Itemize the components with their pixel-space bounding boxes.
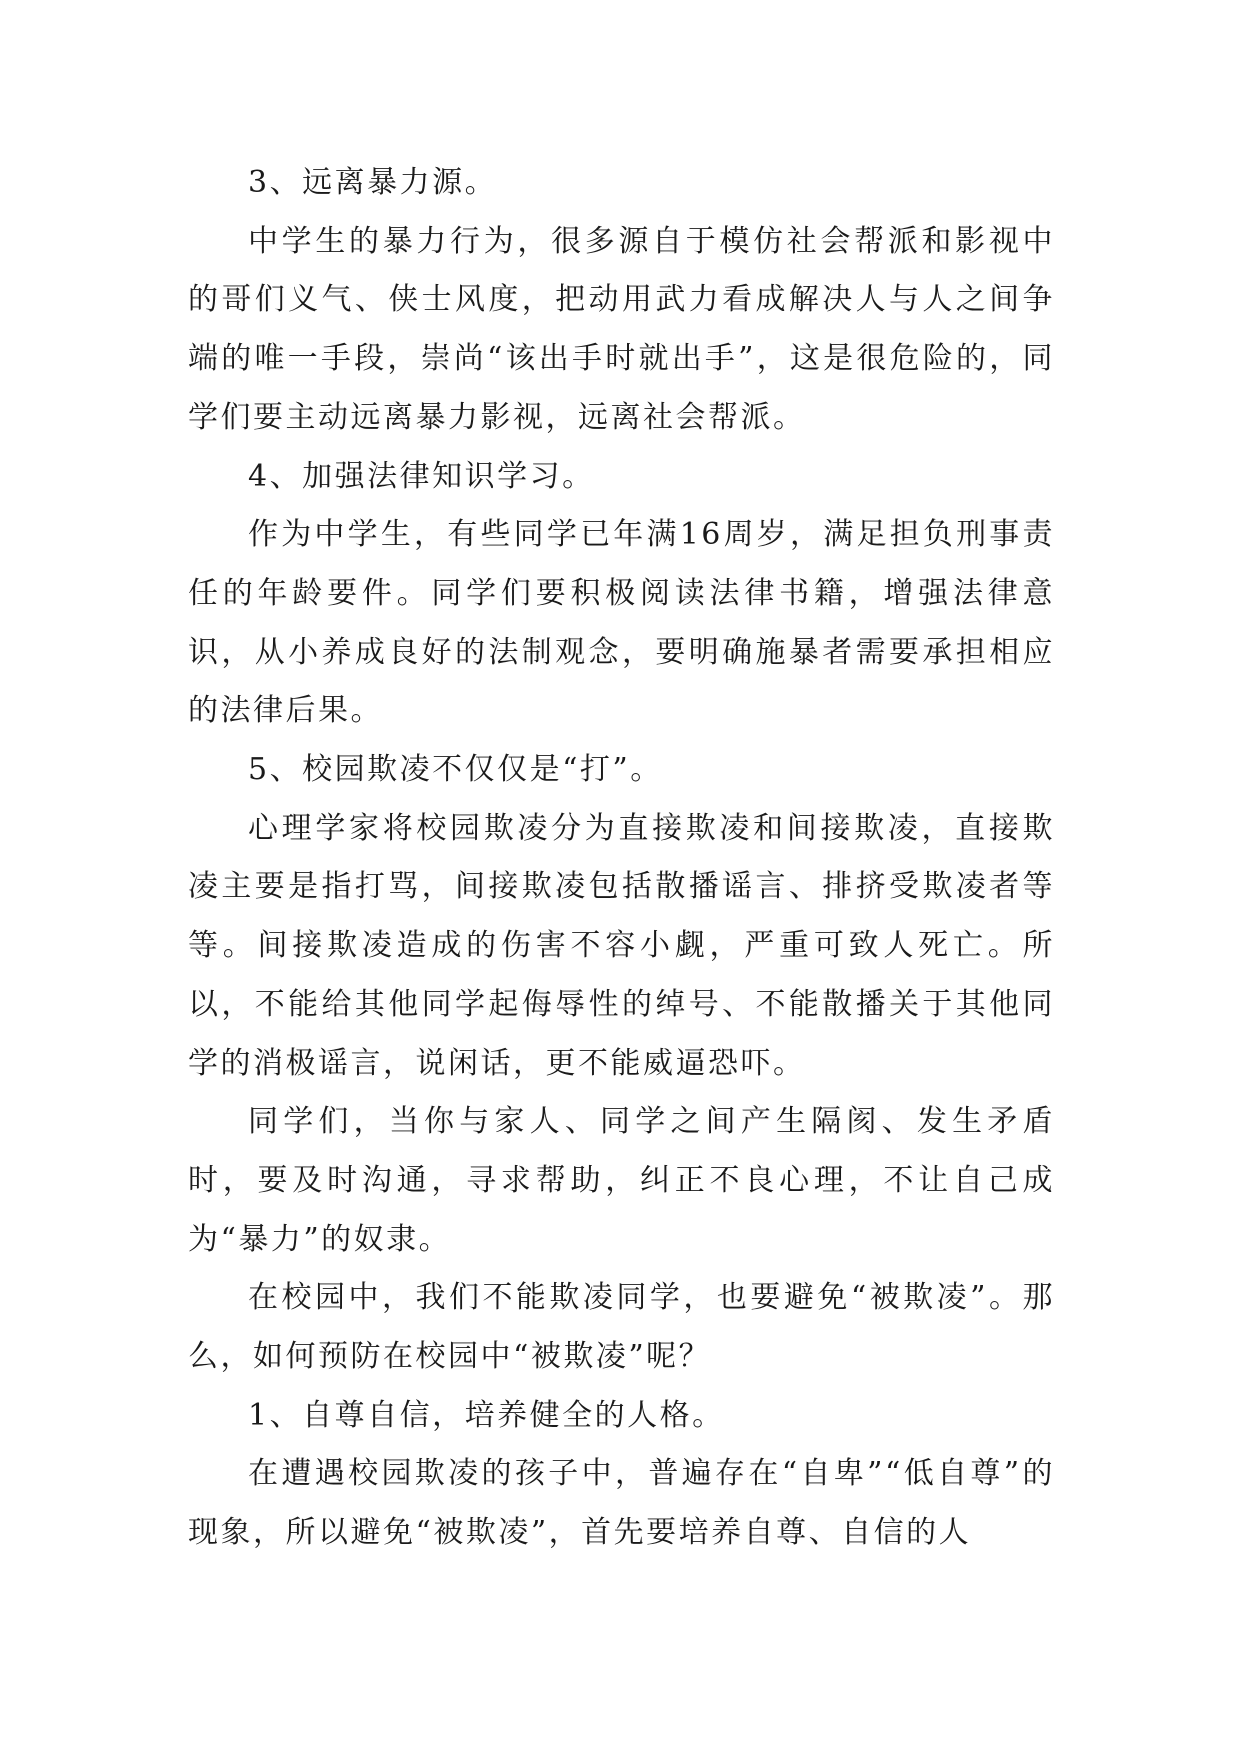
heading-bullying-not-only-hitting: 5、校园欺凌不仅仅是“打”。 xyxy=(248,752,663,788)
paragraph-direct-indirect-bullying: 心理学家将校园欺凌分为直接欺凌和间接欺凌，直接欺凌主要是指打骂，间接欺凌包括散播谣言、排挤受欺凌者等等。间接欺凌造成的伤害不容小觑，严重可致人死亡。所以，不能给其他同学起侮辱性的绰号、不能散播关于其他同学的消极谣言，说闲话，更不能威逼恐吓。 xyxy=(188,810,1055,1081)
heading-law-knowledge: 4、加强法律知识学习。 xyxy=(248,458,595,494)
heading-self-esteem: 1、自尊自信，培养健全的人格。 xyxy=(248,1397,725,1433)
document-body xyxy=(188,154,1055,1563)
paragraph-legal-responsibility: 作为中学生，有些同学已年满16周岁，满足担负刑事责任的年龄要件。同学们要积极阅读法律书籍，增强法律意识，从小养成良好的法制观念，要明确施暴者需要承担相应的法律后果。 xyxy=(188,517,1055,729)
paragraph-communication: 同学们，当你与家人、同学之间产生隔阂、发生矛盾时，要及时沟通，寻求帮助，纠正不良心理，不让自己成为“暴力”的奴隶。 xyxy=(188,1104,1055,1257)
paragraph-self-esteem: 在遭遇校园欺凌的孩子中，普遍存在“自卑”“低自尊”的现象，所以避免“被欺凌”，首先要培养自尊、自信的人 xyxy=(188,1456,1055,1551)
paragraph-prevent-being-bullied: 在校园中，我们不能欺凌同学，也要避免“被欺凌”。那么，如何预防在校园中“被欺凌”呢？ xyxy=(188,1280,1055,1375)
heading-stay-away-from-violence: 3、远离暴力源。 xyxy=(248,165,498,200)
paragraph-violence-sources: 中学生的暴力行为，很多源自于模仿社会帮派和影视中的哥们义气、侠士风度，把动用武力看成解决人与人之间争端的唯一手段，崇尚“该出手时就出手”，这是很危险的，同学们要主动远离暴力影视，远离社会帮派。 xyxy=(188,223,1055,435)
